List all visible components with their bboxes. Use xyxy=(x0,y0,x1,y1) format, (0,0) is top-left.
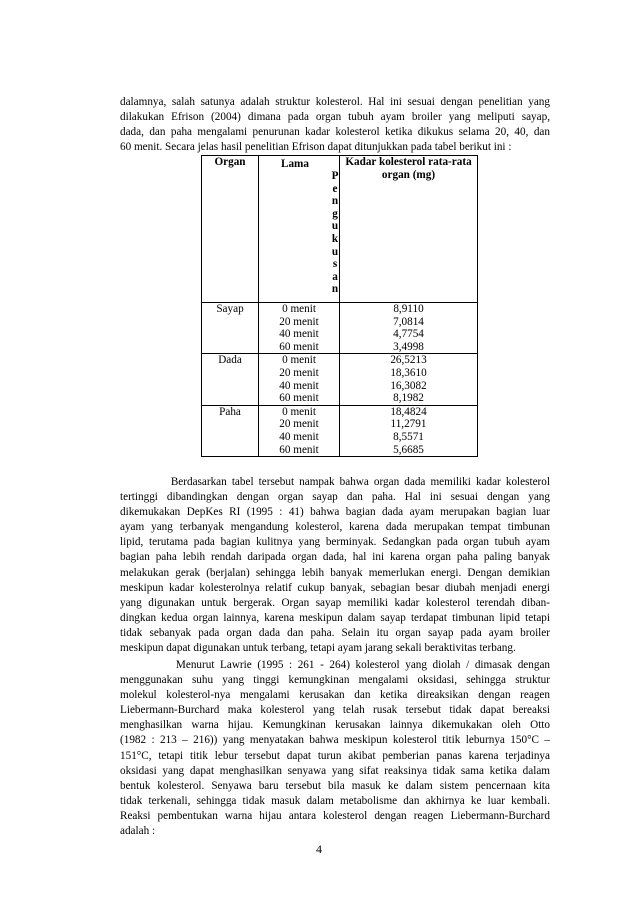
header-pengukusan-vertical xyxy=(330,170,340,296)
text-line: yang digunakan untuk bergerak. Organ sayap memiliki kadar kolesterol terendah diban- xyxy=(120,596,550,609)
header-organ: Organ xyxy=(202,156,259,303)
organ-cell: Dada xyxy=(202,354,259,405)
text-line: dalamnya, salah satunya adalah struktur kolesterol. Hal ini sesuai dengan penelitian yang xyxy=(120,96,550,108)
text-line: meskipun dapat digunakan untuk terbang, tetapi ayam jarang sekali beraktivitas terbang. xyxy=(120,642,516,655)
cholesterol-value: 18,4824 xyxy=(390,405,427,418)
time-value: 20 menit xyxy=(279,366,319,379)
time-value: 0 menit xyxy=(282,303,316,315)
time-value: 40 menit xyxy=(279,328,319,341)
lawrie-paragraph xyxy=(120,658,550,839)
text-line: (1982 : 213 – 216)) yang menyatakan bahwa meskipun kolesterol titik leburnya 150°C – xyxy=(120,734,550,747)
text-line: dikemukakan DepKes RI (1995 : 41) bahwa bagian dada ayam merupakan bagian luar xyxy=(120,506,550,519)
page-number: 4 xyxy=(316,842,322,856)
text-line: 151°C, tetapi titik lebur tersebut dapat turun akibat pemberian panas karena terjadinya xyxy=(120,749,550,762)
vertical-letter: a xyxy=(332,270,338,283)
time-value: 60 menit xyxy=(279,392,319,405)
organ-cell: Sayap xyxy=(202,303,259,354)
cholesterol-value: 8,5571 xyxy=(393,430,424,443)
text-line: bagian paha lebih rendah daripada organ dada, hal ini karena organ paha paling banyak xyxy=(120,551,550,564)
time-cell xyxy=(259,303,340,354)
text-line: melakukan gerak (berjalan) sehingga lebih banyak memerlukan energi. Dengan demikian xyxy=(120,566,550,579)
cholesterol-value: 3,4998 xyxy=(393,340,424,353)
text-line: tertinggi dibandingkan dengan organ sayap dan paha. Hal ini sesuai dengan yang xyxy=(120,491,550,504)
time-value: 0 menit xyxy=(282,405,316,418)
vertical-letter: u xyxy=(331,220,339,233)
time-value: 60 menit xyxy=(279,443,319,456)
text-line: meskipun kadar kolesterolnya relatif cukup banyak, sebagian besar diubah menjadi energi xyxy=(120,581,550,594)
text-line: oksidasi yang dapat menghasilkan senyawa yang sifat reaksinya tidak sama ketika dalam xyxy=(120,764,550,777)
cholesterol-value: 5,6685 xyxy=(393,443,424,456)
time-value: 60 menit xyxy=(279,340,319,353)
vertical-letter: g xyxy=(332,207,338,220)
text-line: Liebermann-Burchard maka kolesterol yang telah rusak tersebut tidak dapat bereaksi xyxy=(120,704,550,717)
time-cell xyxy=(259,405,340,456)
time-value: 20 menit xyxy=(279,315,319,328)
vertical-letter: u xyxy=(331,245,339,258)
header-lama-pengukusan xyxy=(259,156,340,303)
value-cell xyxy=(340,303,478,354)
value-cell xyxy=(340,405,478,456)
vertical-letter: n xyxy=(331,195,339,208)
time-value: 20 menit xyxy=(279,418,319,431)
time-value: 0 menit xyxy=(282,354,316,367)
vertical-letter: e xyxy=(332,182,338,195)
text-line: adalah : xyxy=(120,825,156,838)
cholesterol-value: 16,3082 xyxy=(390,379,427,392)
time-value: 40 menit xyxy=(279,430,319,443)
vertical-letter: s xyxy=(332,258,338,271)
vertical-letter: P xyxy=(331,170,339,182)
text-line: bentuk kolesterol. Senyawa baru tersebut bila masuk ke dalam sistem pencernaan kita xyxy=(120,779,550,792)
intro-paragraph xyxy=(120,95,550,155)
discussion-paragraph xyxy=(120,475,550,656)
text-line: 60 menit. Secara jelas hasil penelitian Efrison dapat ditunjukkan pada tabel berikut ini : xyxy=(120,141,512,154)
text-line: molekul kolesterol-nya mengalami kerusakan dan ketika direaksikan dengan reagen xyxy=(120,689,550,702)
cholesterol-value: 8,1982 xyxy=(393,392,424,405)
table-row xyxy=(202,354,478,405)
value-cell xyxy=(340,354,478,405)
text-line: menggunakan suhu yang tinggi kemungkinan mengalami oksidasi, sehingga struktur xyxy=(120,674,550,687)
table-row xyxy=(202,405,478,456)
text-line: Menurut Lawrie (1995 : 261 - 264) kolesterol yang diolah / dimasak dengan xyxy=(120,659,550,671)
time-cell xyxy=(259,354,340,405)
table-header-row xyxy=(202,156,478,303)
text-line: ayam yang terbanyak mengandung kolesterol, karena dada merupakan tempat timbunan xyxy=(120,521,550,534)
cholesterol-value: 11,2791 xyxy=(390,418,427,431)
text-line: Reaksi pembentukan warna hijau antara kolesterol dengan reagen Liebermann-Burchard xyxy=(120,809,550,822)
text-line: tidak sebanyak pada organ dada dan paha. Selain itu organ sayap pada ayam broiler xyxy=(120,626,550,639)
vertical-letter: n xyxy=(331,283,339,296)
cholesterol-table xyxy=(201,155,478,457)
header-lama-label: Lama xyxy=(281,158,309,170)
time-value: 40 menit xyxy=(279,379,319,392)
header-kadar: Kadar kolesterol rata-rata organ (mg) xyxy=(340,156,478,303)
text-line: menghasilkan warna hijau. Kemungkinan kerusakan lainnya dikemukakan oleh Otto xyxy=(120,719,550,732)
text-line: tidak terkenali, sehingga tidak masuk dalam metabolisme dan akhirnya ke luar kembali. xyxy=(120,794,550,807)
cholesterol-value: 7,0814 xyxy=(393,315,424,328)
cholesterol-value: 4,7754 xyxy=(393,328,424,341)
vertical-letter: k xyxy=(331,232,339,245)
text-line: Berdasarkan tabel tersebut nampak bahwa organ dada memiliki kadar kolesterol xyxy=(120,476,550,488)
text-line: dada, dan paha mengalami penurunan kadar kolesterol ketika dikukus selama 20, 40, dan xyxy=(120,126,550,139)
organ-cell: Paha xyxy=(202,405,259,456)
cholesterol-value: 26,5213 xyxy=(390,354,427,367)
text-line: dilakukan Efrison (2004) dimana pada organ tubuh ayam broiler yang meliputi sayap, xyxy=(120,111,550,124)
table-row xyxy=(202,303,478,354)
text-line: dingkan kedua organ lainnya, karena meskipun dalam sayap terdapat timbunan lipid tetapi xyxy=(120,611,550,624)
text-line: lipid, terutama pada bagian kulitnya yang berminyak. Sedangkan pada organ tubuh ayam xyxy=(120,536,550,549)
cholesterol-value: 18,3610 xyxy=(390,366,427,379)
cholesterol-value: 8,9110 xyxy=(393,303,424,315)
